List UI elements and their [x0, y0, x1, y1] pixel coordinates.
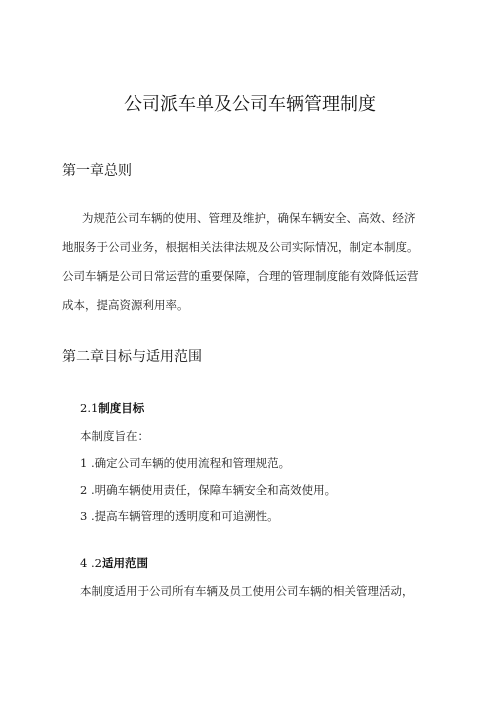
section-title: 制度目标 [98, 401, 145, 415]
section-number: 2.1 [80, 401, 99, 415]
paragraph-line: 为规范公司车辆的使用、管理及维护，确保车辆安全、高效、经济 [82, 211, 416, 225]
paragraph-line: 公司车辆是公司日常运营的重要保障，合理的管理制度能有效降低运营 [62, 269, 419, 283]
document-title: 公司派车单及公司车辆管理制度 [124, 94, 376, 115]
section-intro: 本制度旨在： [80, 429, 149, 443]
list-item: 2 .明确车辆使用责任，保障车辆安全和高效使用。 [80, 483, 337, 497]
section-title: 适用范围 [101, 556, 148, 570]
chapter-2-heading: 第二章目标与适用范围 [62, 349, 202, 365]
section-2-1-heading [80, 400, 144, 416]
list-item: 1 .确定公司车辆的使用流程和管理规范。 [80, 456, 291, 470]
section-2-2-heading [80, 555, 148, 571]
paragraph-line: 成本，提高资源利用率。 [62, 298, 189, 312]
section-text: 本制度适用于公司所有车辆及员工使用公司车辆的相关管理活动， [80, 584, 414, 598]
chapter-1-paragraph [62, 204, 444, 320]
section-number: 4 .2 [80, 556, 102, 570]
list-item: 3 .提高车辆管理的透明度和可追溯性。 [80, 509, 279, 523]
chapter-1-heading: 第一章总则 [62, 163, 132, 179]
paragraph-line: 地服务于公司业务，根据相关法律法规及公司实际情况，制定本制度。 [62, 240, 419, 254]
